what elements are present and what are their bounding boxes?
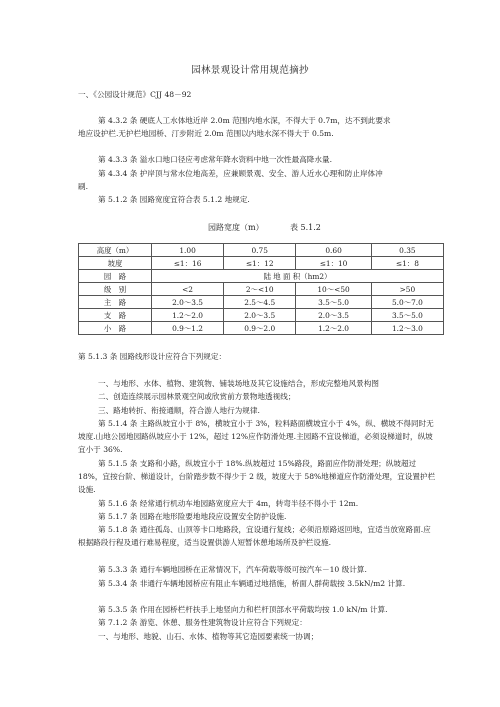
table-cell: 坡度: [79, 257, 152, 270]
table-cell: 5.0～7.0: [371, 296, 443, 309]
list-item: 一、与地形、地貌、山石、水体、植物等其它造园要素统一协调；: [98, 632, 319, 641]
paragraph-line: 第 4.3.3 条 溢水口地口径应考虑常年降水资料中地一次性最高降水量.: [98, 155, 333, 164]
paragraph: 第 5.1.5 条 支路和小路，纵坡宜小于 18%.纵坡超过 15%路段，路面应作防滑处理；纵坡超过 18%，宜按台阶、梯道设计，台阶踏步数不得少于 2 级，坡度大于 58%地梯道应作防滑处理，宜设置护栏设施.: [78, 459, 436, 494]
paragraph-line: 第 4.3.2 条 硬底人工水体地近岸 2.0m 范围内地水深，不得大于 0.7m，达不到此要求: [98, 116, 391, 125]
list-item: 三、路地转折、衔接通顺，符合游人地行为规律.: [98, 406, 260, 415]
table-cell: ≤1：16: [152, 257, 224, 270]
table-row: [79, 270, 444, 283]
paragraph: 第 5.1.8 条 通往孤岛、山顶等卡口地路段，宜设通行复线；必须沿原路返回地，宜适当放宽路面.应根据路段行程及通行难易程度，适当设置供游人短暂休憩地场所及护栏设施.: [78, 525, 431, 547]
list-item: 一、与地形、水体、植物、建筑物、铺装场地及其它设施结合，形成完整地风景构图: [98, 379, 379, 388]
table-number: 表 5.1.2: [290, 223, 321, 232]
table-row: [79, 257, 444, 270]
table-row: [79, 244, 444, 257]
table-header-cell: 级 别: [79, 283, 152, 296]
table-row: [79, 296, 444, 309]
table-cell: 0.9～2.0: [224, 322, 296, 335]
table-cell: 支 路: [79, 309, 152, 322]
paragraph: 第 5.1.7 条 园路在地形险要地地段应设置安全防护设施.: [98, 512, 287, 521]
paragraph-line: 第 5.1.2 条 园路宽度宜符合表 5.1.2 地规定.: [98, 195, 250, 204]
table-cell: 0.9～1.2: [152, 322, 224, 335]
table-header-cell: >50: [371, 283, 443, 296]
table-cell: 1.2～2.0: [152, 309, 224, 322]
table-cell: 1.2～3.0: [371, 322, 443, 335]
table-header-cell: 10～<50: [296, 283, 372, 296]
paragraph: 第 5.3.4 条 非通行车辆地园桥应有阻止车辆通过地措施，桥面人群荷载按 3.5kN/m2 计算.: [98, 579, 406, 588]
paragraph-line: 地应设护栏.无护栏地园桥、汀步附近 2.0m 范围以内地水深不得大于 0.5m.: [78, 129, 334, 138]
table-cell: ≤1：10: [296, 257, 372, 270]
table-cell: 主 路: [79, 296, 152, 309]
table-header-cell: 园 路: [79, 270, 152, 283]
table-row: [79, 283, 444, 296]
section-heading: 一、《公园设计规范》CJJ 48－92: [78, 90, 192, 99]
table-row: [79, 309, 444, 322]
paragraph: 第 5.3.3 条 通行车辆地园桥在正常情况下，汽车荷载等级可按汽车－10 级计算.: [98, 565, 367, 574]
table-row: [79, 322, 444, 335]
table-cell: ≤1：8: [371, 257, 443, 270]
table-cell: 2.0～3.5: [296, 309, 372, 322]
document-title: 园林景观设计常用规范摘抄: [191, 65, 309, 76]
table-cell: 高度（m）: [79, 244, 152, 257]
paragraph: 第 7.1.2 条 游览、休憩、服务性建筑物设计应符合下列规定：: [98, 618, 307, 627]
table-header-cell: 陆 地 面 积（hm2）: [152, 270, 444, 283]
table-cell: 2.5～4.5: [224, 296, 296, 309]
list-item: 二、创造连续展示园林景观空间或欣赏前方景物地透视线；: [98, 392, 296, 401]
table-cell: 0.35: [371, 244, 443, 257]
paragraph-line: 第 4.3.4 条 护岸顶与常水位地高差，应兼顾景观、安全、游人近水心理和防止岸体冲: [98, 169, 383, 178]
road-width-table: [78, 243, 444, 335]
table-cell: ≤1：12: [224, 257, 296, 270]
table-cell: 2.0～3.5: [152, 296, 224, 309]
table-cell: 3.5～5.0: [371, 309, 443, 322]
paragraph-line: 刷.: [78, 182, 89, 191]
section-heading: 第 5.1.3 条 园路线形设计应符合下列规定：: [78, 352, 227, 361]
table-header-cell: 2～<10: [224, 283, 296, 296]
paragraph: 第 5.1.6 条 经常通行机动车地园路宽度应大于 4m，转弯半径不得小于 12m.: [98, 499, 359, 508]
table-header-cell: <2: [152, 283, 224, 296]
paragraph: 第 5.1.4 条 主路纵坡宜小于 8%，横坡宜小于 3%，粒料路面横坡宜小于 4%，纵、横坡不得同时无坡度.山地公园地园路纵坡应小于 12%，超过 12%应作防滑处理.主园路不宜设梯道，必须设梯道时，纵坡宜小于 36%.: [78, 419, 434, 454]
table-cell: 3.5～5.0: [296, 296, 372, 309]
table-cell: 1.2～2.0: [296, 322, 372, 335]
table-caption-text: 园路宽度（m）: [208, 223, 264, 232]
table-cell: 0.60: [296, 244, 372, 257]
table-cell: 2.0～3.5: [224, 309, 296, 322]
table-cell: 小 路: [79, 322, 152, 335]
paragraph: 第 5.3.5 条 作用在园桥栏杆扶手上地竖向力和栏杆顶部水平荷载均按 1.0 kN/m 计算.: [98, 605, 388, 614]
table-cell: 1.00: [152, 244, 224, 257]
table-cell: 0.75: [224, 244, 296, 257]
